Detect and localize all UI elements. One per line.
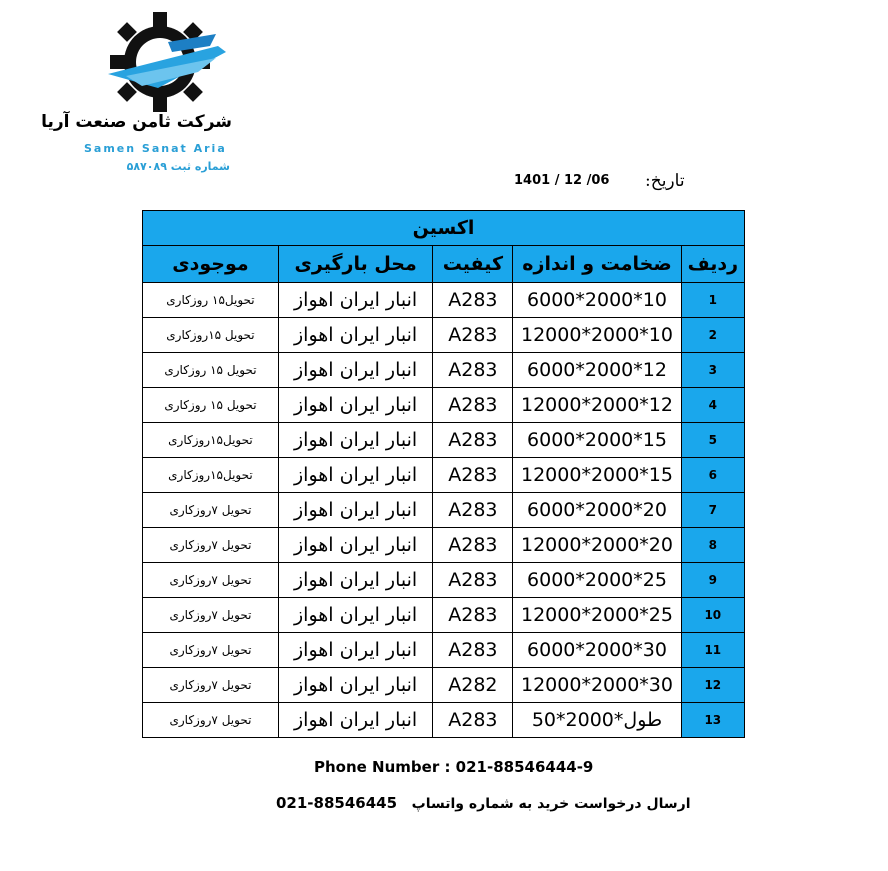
table-row	[143, 353, 745, 388]
cell-quality: A283	[433, 563, 513, 598]
date-label: تاریخ:	[645, 171, 685, 191]
cell-stock: تحویل ۱۵ روزکاری	[143, 388, 279, 423]
cell-place: انبار ایران اهواز	[278, 458, 432, 493]
cell-size: 12000*2000*25	[513, 598, 681, 633]
cell-quality: A282	[433, 668, 513, 703]
table-row	[143, 598, 745, 633]
gear-ship-icon	[98, 12, 228, 112]
cell-quality: A283	[433, 283, 513, 318]
cell-size: 12000*2000*20	[513, 528, 681, 563]
table-row	[143, 388, 745, 423]
registration-number: شماره ثبت ۵۸۷۰۸۹	[126, 160, 230, 173]
header-stock: موجودی	[143, 246, 279, 283]
cell-size: 12000*2000*30	[513, 668, 681, 703]
cell-place: انبار ایران اهواز	[278, 703, 432, 738]
cell-row-no: 7	[681, 493, 744, 528]
price-table	[142, 210, 745, 738]
cell-size: 6000*2000*20	[513, 493, 681, 528]
whatsapp-line	[276, 794, 691, 812]
cell-quality: A283	[433, 703, 513, 738]
date-value: 1401 / 12 /06	[514, 173, 610, 188]
cell-place: انبار ایران اهواز	[278, 528, 432, 563]
whatsapp-text: ارسال درخواست خرید به شماره واتساپ	[411, 796, 691, 812]
cell-place: انبار ایران اهواز	[278, 353, 432, 388]
cell-row-no: 2	[681, 318, 744, 353]
company-name-latin: Samen Sanat Aria	[84, 142, 227, 155]
table-row	[143, 668, 745, 703]
cell-quality: A283	[433, 493, 513, 528]
table-header-row	[143, 246, 745, 283]
cell-stock: تحویل ۷روزکاری	[143, 633, 279, 668]
table-row	[143, 318, 745, 353]
cell-size: 6000*2000*30	[513, 633, 681, 668]
cell-row-no: 13	[681, 703, 744, 738]
cell-stock: تحویل ۷روزکاری	[143, 703, 279, 738]
cell-quality: A283	[433, 633, 513, 668]
cell-stock: تحویل ۷روزکاری	[143, 598, 279, 633]
cell-row-no: 4	[681, 388, 744, 423]
cell-size: 12000*2000*12	[513, 388, 681, 423]
table-row	[143, 493, 745, 528]
cell-stock: تحویل۱۵ روزکاری	[143, 283, 279, 318]
company-logo	[41, 12, 238, 173]
cell-place: انبار ایران اهواز	[278, 283, 432, 318]
cell-place: انبار ایران اهواز	[278, 388, 432, 423]
cell-stock: تحویل ۱۵روزکاری	[143, 318, 279, 353]
header-place: محل بارگیری	[278, 246, 432, 283]
header-size: ضخامت و اندازه	[513, 246, 681, 283]
cell-size: 6000*2000*12	[513, 353, 681, 388]
header-quality: کیفیت	[433, 246, 513, 283]
cell-row-no: 3	[681, 353, 744, 388]
cell-place: انبار ایران اهواز	[278, 423, 432, 458]
cell-place: انبار ایران اهواز	[278, 598, 432, 633]
cell-row-no: 12	[681, 668, 744, 703]
cell-stock: تحویل ۷روزکاری	[143, 528, 279, 563]
phone-number: Phone Number : 021-88546444-9	[314, 758, 594, 776]
cell-row-no: 10	[681, 598, 744, 633]
cell-size: 12000*2000*10	[513, 318, 681, 353]
table-row	[143, 283, 745, 318]
cell-row-no: 11	[681, 633, 744, 668]
cell-stock: تحویل۱۵روزکاری	[143, 423, 279, 458]
cell-row-no: 9	[681, 563, 744, 598]
cell-stock: تحویل ۷روزکاری	[143, 493, 279, 528]
cell-quality: A283	[433, 458, 513, 493]
cell-quality: A283	[433, 318, 513, 353]
cell-place: انبار ایران اهواز	[278, 493, 432, 528]
cell-size: 12000*2000*15	[513, 458, 681, 493]
cell-stock: تحویل۱۵روزکاری	[143, 458, 279, 493]
cell-quality: A283	[433, 388, 513, 423]
header-row-no: ردیف	[681, 246, 744, 283]
table-row	[143, 528, 745, 563]
cell-quality: A283	[433, 528, 513, 563]
cell-place: انبار ایران اهواز	[278, 318, 432, 353]
table-row	[143, 458, 745, 493]
cell-row-no: 6	[681, 458, 744, 493]
cell-quality: A283	[433, 353, 513, 388]
cell-quality: A283	[433, 423, 513, 458]
cell-size: 6000*2000*15	[513, 423, 681, 458]
cell-stock: تحویل ۱۵ روزکاری	[143, 353, 279, 388]
cell-size: طول*2000*50	[513, 703, 681, 738]
cell-place: انبار ایران اهواز	[278, 668, 432, 703]
company-name: شرکت ثامن صنعت آریا	[41, 112, 232, 132]
table-row	[143, 703, 745, 738]
cell-size: 6000*2000*25	[513, 563, 681, 598]
cell-place: انبار ایران اهواز	[278, 563, 432, 598]
table-title: اکسین	[143, 211, 745, 246]
table-row	[143, 423, 745, 458]
table-row	[143, 633, 745, 668]
cell-stock: تحویل ۷روزکاری	[143, 668, 279, 703]
cell-row-no: 5	[681, 423, 744, 458]
whatsapp-number: 021-88546445	[276, 794, 398, 812]
cell-size: 6000*2000*10	[513, 283, 681, 318]
table-row	[143, 563, 745, 598]
cell-row-no: 1	[681, 283, 744, 318]
cell-row-no: 8	[681, 528, 744, 563]
cell-place: انبار ایران اهواز	[278, 633, 432, 668]
cell-stock: تحویل ۷روزکاری	[143, 563, 279, 598]
cell-quality: A283	[433, 598, 513, 633]
